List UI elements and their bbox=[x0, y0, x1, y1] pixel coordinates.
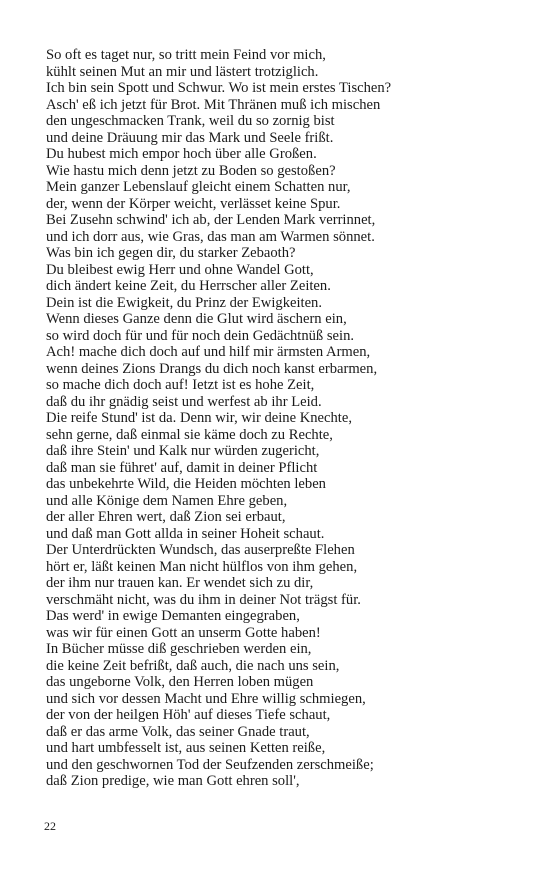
poem-line: so wird doch für und für noch dein Gedächtnüß sein. bbox=[46, 327, 355, 344]
poem-line: Du hubest mich empor hoch über alle Großen. bbox=[46, 146, 317, 162]
poem-line: Dein ist die Ewigkeit, du Prinz der Ewigkeiten. bbox=[46, 294, 323, 311]
poem-line: der, wenn der Körper weicht, verlässet keine Spur. bbox=[46, 195, 341, 212]
poem-line: Mein ganzer Lebenslauf gleicht einem Schatten nur, bbox=[46, 179, 351, 195]
poem-line: So oft es taget nur, so tritt mein Feind vor mich, bbox=[46, 47, 326, 63]
poem-line: Was bin ich gegen dir, du starker Zebaoth? bbox=[46, 245, 296, 261]
poem-line: der ihm nur trauen kan. Er wendet sich zu dir, bbox=[46, 575, 314, 591]
poem-line: hört er, läßt keinen Man nicht hülflos von ihm gehen, bbox=[46, 558, 358, 575]
poem-line: und alle Könige dem Namen Ehre geben, bbox=[46, 492, 288, 509]
poem-line: wenn deines Zions Drangs du dich noch kanst erbarmen, bbox=[46, 360, 378, 377]
poem-line: daß er das arme Volk, das seiner Gnade traut, bbox=[46, 723, 310, 740]
poem-line: und sich vor dessen Macht und Ehre willig schmiegen, bbox=[46, 690, 366, 707]
poem-line: Der Unterdrückten Wundsch, das auserpreßte Flehen bbox=[46, 542, 355, 558]
poem-line: Das werd' in ewige Demanten eingegraben, bbox=[46, 608, 300, 624]
poem-line: und deine Dräuung mir das Mark und Seele frißt. bbox=[46, 129, 334, 146]
poem-line: daß du ihr gnädig seist und werfest ab ihr Leid. bbox=[46, 393, 322, 410]
poem-line: das ungeborne Volk, den Herren loben mügen bbox=[46, 674, 314, 690]
poem-line: Ich bin sein Spott und Schwur. Wo ist mein erstes Tischen? bbox=[46, 80, 392, 96]
poem-line: Asch' eß ich jetzt für Brot. Mit Thränen muß ich mischen bbox=[46, 96, 381, 113]
poem-line: und hart umbfesselt ist, aus seinen Ketten reiße, bbox=[46, 740, 326, 756]
poem-line: Die reife Stund' ist da. Denn wir, wir deine Knechte, bbox=[46, 410, 352, 426]
poem-line: der aller Ehren wert, daß Zion sei erbaut, bbox=[46, 509, 286, 525]
poem-line: der von der heilgen Höh' auf dieses Tiefe schaut, bbox=[46, 707, 331, 723]
poem-line: Wenn dieses Ganze denn die Glut wird äschern ein, bbox=[46, 311, 347, 327]
poem-line: so mache dich doch auf! Ietzt ist es hohe Zeit, bbox=[46, 377, 315, 393]
poem-line: und ich dorr aus, wie Gras, das man am Warmen sönnet. bbox=[46, 228, 375, 245]
poem-line: Ach! mache dich doch auf und hilf mir ärmsten Armen, bbox=[46, 344, 371, 360]
poem-line: was wir für einen Gott an unserm Gotte haben! bbox=[46, 624, 321, 641]
poem-line: In Bücher müsse diß geschrieben werden ein, bbox=[46, 641, 312, 657]
poem-line: daß Zion predige, wie man Gott ehren soll', bbox=[46, 773, 300, 789]
poem-line: sehn gerne, daß einmal sie käme doch zu Rechte, bbox=[46, 426, 333, 443]
poem-line: Du bleibest ewig Herr und ohne Wandel Gott, bbox=[46, 261, 314, 278]
poem-line: Wie hastu mich denn jetzt zu Boden so gestoßen? bbox=[46, 162, 336, 179]
page-number: 22 bbox=[44, 819, 56, 833]
poem-text bbox=[46, 47, 516, 790]
poem-line: verschmäht nicht, was du ihm in deiner Not trägst für. bbox=[46, 591, 361, 608]
poem-line: die keine Zeit befrißt, daß auch, die nach uns sein, bbox=[46, 657, 340, 674]
poem-line: den ungeschmacken Trank, weil du so zornig bist bbox=[46, 113, 335, 129]
poem-line: kühlt seinen Mut an mir und lästert trotziglich. bbox=[46, 63, 319, 80]
poem-line: daß man sie führet' auf, damit in deiner Pflicht bbox=[46, 459, 318, 476]
poem-line: Bei Zusehn schwind' ich ab, der Lenden Mark verrinnet, bbox=[46, 212, 376, 228]
poem-line: und den geschwornen Tod der Seufzenden zerschmeiße; bbox=[46, 756, 374, 773]
poem-line: und daß man Gott allda in seiner Hoheit schaut. bbox=[46, 525, 325, 542]
poem-line: das unbekehrte Wild, die Heiden möchten leben bbox=[46, 476, 326, 492]
poem-line: dich ändert keine Zeit, du Herrscher aller Zeiten. bbox=[46, 278, 331, 294]
poem-line: daß ihre Stein' und Kalk nur würden zugericht, bbox=[46, 443, 320, 459]
